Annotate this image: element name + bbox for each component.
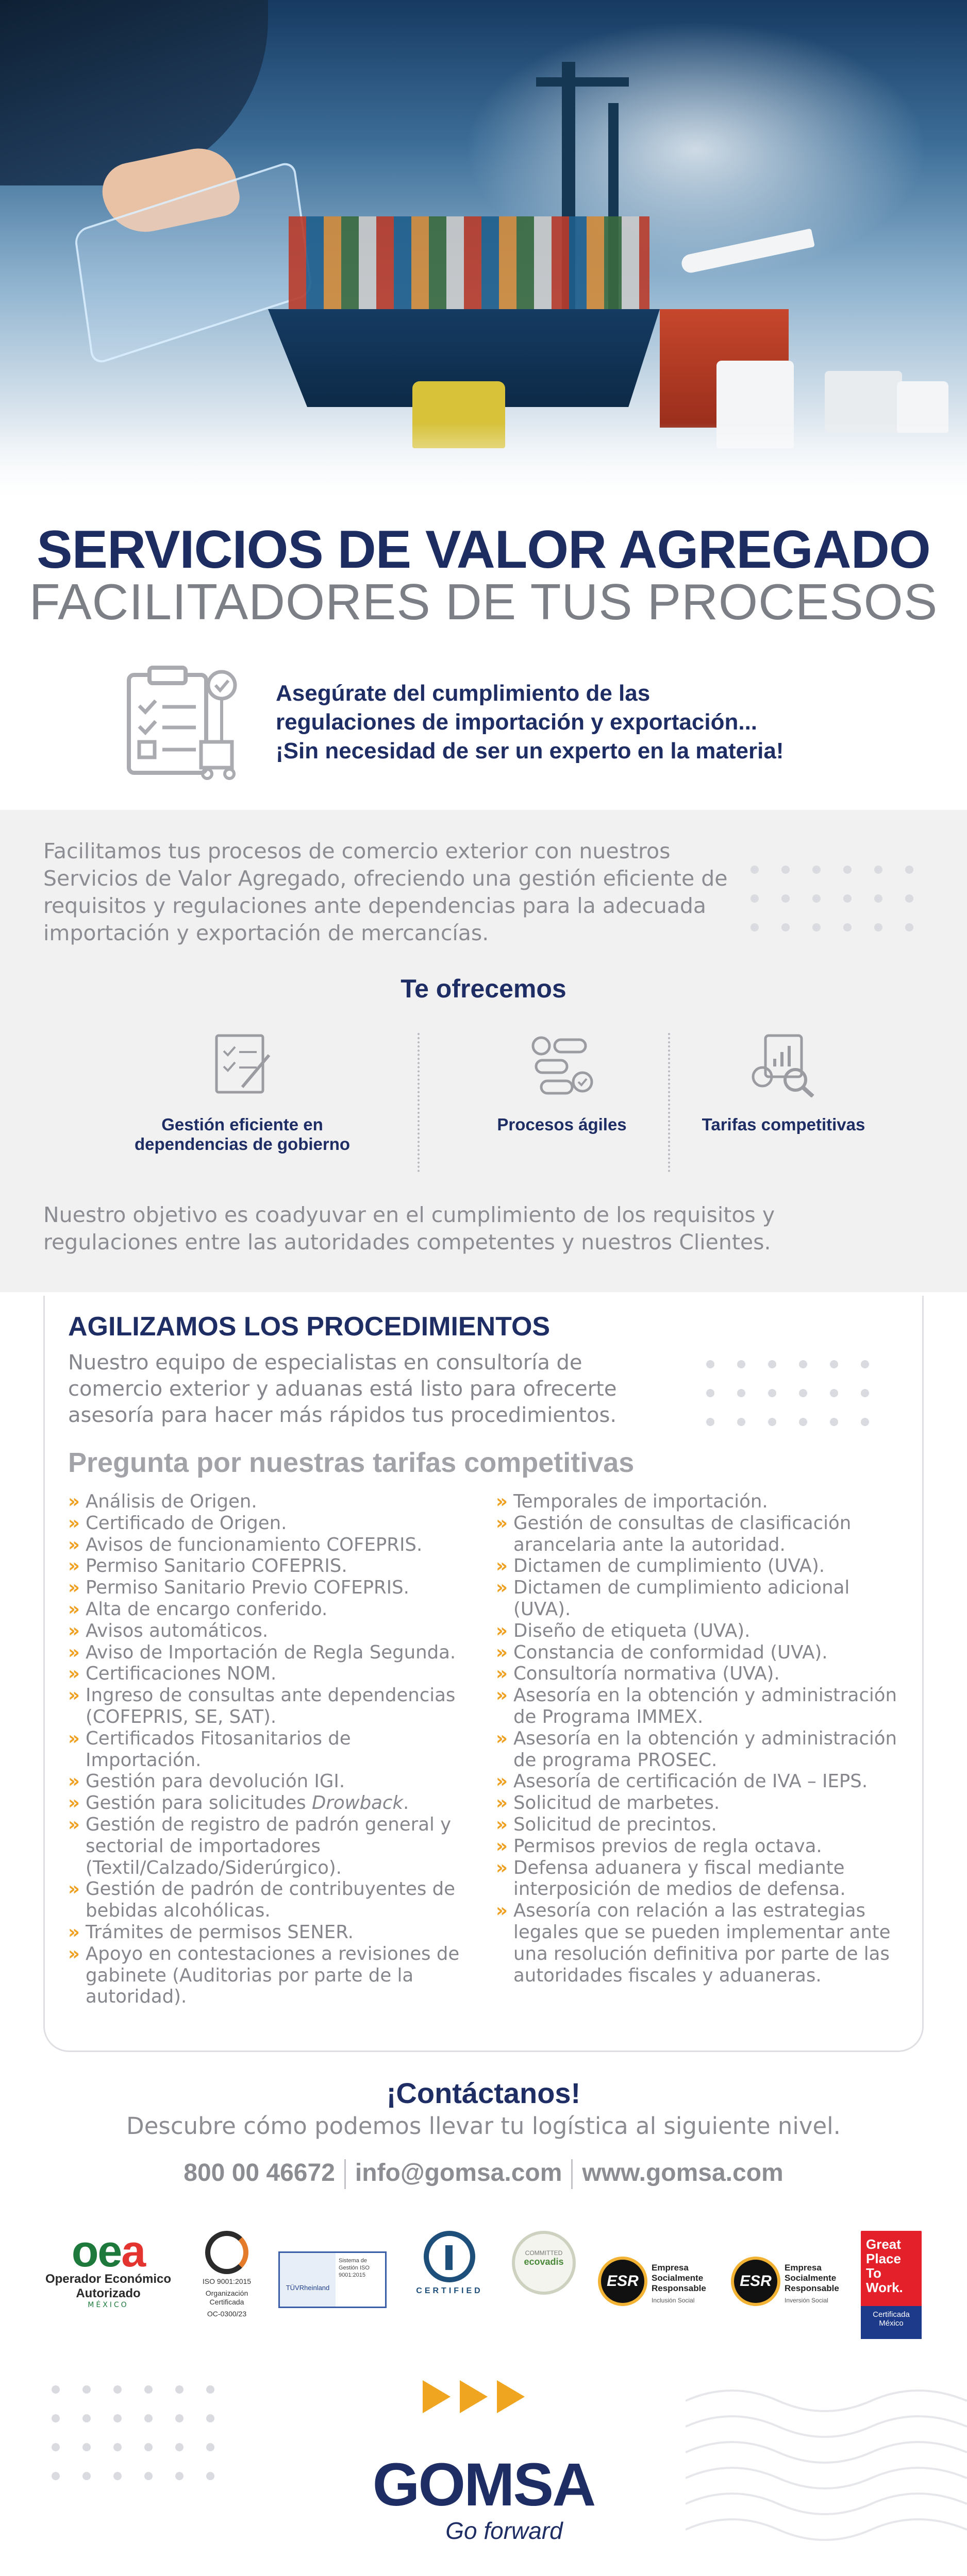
esr-category: Inversión Social xyxy=(785,2297,828,2304)
esr-text: Empresa Socialmente Responsable xyxy=(652,2263,706,2293)
process-gears-icon xyxy=(526,1030,598,1097)
procedures-paragraph: Nuestro equipo de especialistas en consultoría de comercio exterior y aduanas está listo para ofrecerte asesoría para hacer más rápidos tus procedimientos. xyxy=(68,1351,617,1427)
ecovadis-medal: COMMITTED ecovadis xyxy=(512,2231,576,2295)
feature-label: Tarifas competitivas xyxy=(702,1115,865,1134)
list-item: » Asesoría en la obtención y administración de Programa IMMEX. xyxy=(496,1685,897,1727)
list-item: » Permiso Sanitario COFEPRIS. xyxy=(68,1555,347,1577)
list-item: » Gestión para solicitudes Drowback. xyxy=(68,1792,409,1814)
divider xyxy=(344,2159,346,2189)
list-item: » Dictamen de cumplimiento (UVA). xyxy=(496,1555,825,1577)
iso-badge xyxy=(193,2231,260,2318)
rates-subtitle: Pregunta por nuestras tarifas competitivas xyxy=(68,1447,635,1478)
list-item: » Análisis de Origen. xyxy=(68,1491,257,1512)
hero-crane-arm xyxy=(536,77,629,87)
hero-fade xyxy=(0,422,967,515)
chevron-right-icon xyxy=(497,2380,525,2413)
page-subtitle: FACILITADORES DE TUS PROCESOS xyxy=(29,573,938,630)
list-item: » Apoyo en contestaciones a revisiones de gabinete (Auditorias por parte de la autoridad). xyxy=(68,1943,460,2008)
list-item: » Dictamen de cumplimiento adicional (UVA). xyxy=(496,1577,850,1620)
page-title: SERVICIOS DE VALOR AGREGADO xyxy=(37,520,930,580)
feature-label: Procesos ágiles xyxy=(497,1115,627,1134)
list-item: » Permiso Sanitario Previo COFEPRIS. xyxy=(68,1577,409,1599)
tuv-text: Sistema de Gestión ISO 9001:2015 xyxy=(339,2258,370,2278)
list-item: » Certificado de Origen. xyxy=(68,1512,287,1534)
decorative-dots xyxy=(751,866,915,931)
list-item: » Gestión de padrón de contribuyentes de bebidas alcohólicas. xyxy=(68,1878,456,1922)
iso-line-3: OC-0300/23 xyxy=(207,2310,247,2318)
gptw-certified: Certificada México xyxy=(861,2306,922,2339)
hero-containers xyxy=(289,216,649,314)
esr-text: Empresa Socialmente Responsable xyxy=(785,2263,839,2293)
list-item: » Aviso de Importación de Regla Segunda. xyxy=(68,1641,456,1663)
list-item: » Gestión de consultas de clasificación arancelaria ante la autoridad. xyxy=(496,1512,852,1555)
iso-line-2: Organización Certificada xyxy=(205,2289,248,2306)
list-item: » Certificaciones NOM. xyxy=(68,1663,277,1685)
phone-link[interactable]: 800 00 46672 xyxy=(184,2159,335,2187)
chevron-right-icon xyxy=(460,2380,488,2413)
oea-logo: oea xyxy=(71,2227,145,2276)
list-item: » Constancia de conformidad (UVA). xyxy=(496,1641,828,1663)
intro-message xyxy=(276,679,894,766)
oea-line-1: Operador Económico xyxy=(45,2272,172,2286)
oea-badge xyxy=(41,2227,175,2309)
ecovadis-badge xyxy=(510,2231,577,2295)
list-item: » Alta de encargo conferido. xyxy=(68,1598,328,1620)
objective-paragraph: Nuestro objetivo es coadyuvar en el cumplimiento de los requisitos y regulaciones entre las autoridades competentes y nuestros Clientes. xyxy=(43,1202,775,1255)
rates-analysis-icon xyxy=(750,1030,817,1097)
feature-label: Gestión eficiente en dependencias de gobierno xyxy=(134,1115,351,1154)
contact-subtitle: Descubre cómo podemos llevar tu logística al siguiente nivel. xyxy=(126,2112,841,2140)
list-item: » Asesoría en la obtención y administración de programa PROSEC. xyxy=(496,1727,897,1771)
contact-title: ¡Contáctanos! xyxy=(386,2077,581,2109)
iso-line-1: ISO 9001:2015 xyxy=(202,2277,252,2285)
gomsa-logo: GOMSA xyxy=(372,2451,595,2519)
tuv-badge xyxy=(278,2251,387,2308)
certified-label: CERTIFIED xyxy=(416,2286,483,2295)
website-link[interactable]: www.gomsa.com xyxy=(582,2159,783,2187)
services-list-right xyxy=(496,1491,908,1986)
certified-badge xyxy=(403,2231,496,2296)
esr-category: Inclusión Social xyxy=(652,2297,695,2304)
divider xyxy=(571,2159,573,2189)
chevron-right-icon xyxy=(423,2380,451,2413)
intro-line-1: Asegúrate del cumplimiento de las xyxy=(276,681,651,706)
list-item: » Consultoría normativa (UVA). xyxy=(496,1663,780,1685)
list-item: » Asesoría con relación a las estrategias legales que se pueden implementar ante una resolución definitiva por parte de las autoridades fiscales y aduaneras. xyxy=(496,1900,891,1986)
list-item: » Trámites de permisos SENER. xyxy=(68,1921,354,1943)
list-item: » Gestión para devolución IGI. xyxy=(68,1771,345,1792)
offer-title: Te ofrecemos xyxy=(401,974,566,1003)
list-item: » Gestión de registro de padrón general y sectorial de importadores (Textil/Calzado/Siderúrgico). xyxy=(68,1814,452,1878)
divider xyxy=(668,1033,670,1172)
divider xyxy=(418,1033,420,1172)
list-item: » Avisos automáticos. xyxy=(68,1620,269,1641)
list-item: » Ingreso de consultas ante dependencias (COFEPRIS, SE, SAT). xyxy=(68,1685,456,1727)
oea-line-2: Autorizado xyxy=(76,2286,141,2300)
intro-line-2: regulaciones de importación y exportación... xyxy=(276,709,758,735)
tagline: Go forward xyxy=(445,2517,563,2544)
list-item: » Solicitud de marbetes. xyxy=(496,1792,720,1814)
list-item: » Defensa aduanera y fiscal mediante interposición de medios de defensa. xyxy=(496,1857,846,1900)
clipboard-check-icon xyxy=(124,665,247,783)
great-place-to-work-badge xyxy=(861,2231,922,2339)
checklist-icon xyxy=(211,1030,273,1097)
decorative-dots xyxy=(706,1360,871,1426)
list-item: » Temporales de importación. xyxy=(496,1491,768,1512)
feature-rates xyxy=(686,1030,881,1134)
feature-processes xyxy=(454,1030,670,1134)
iso-logo-icon xyxy=(205,2231,248,2274)
esr-logo: ESR xyxy=(731,2257,780,2306)
intro-line-3: ¡Sin necesidad de ser un experto en la materia! xyxy=(276,738,784,764)
procedures-title: AGILIZAMOS LOS PROCEDIMIENTOS xyxy=(68,1312,551,1342)
esr-logo: ESR xyxy=(598,2257,647,2306)
feature-government xyxy=(113,1030,371,1154)
contact-info xyxy=(0,2159,967,2189)
oea-line-3: MÉXICO xyxy=(88,2301,129,2309)
list-item: » Permisos previos de regla octava. xyxy=(496,1835,822,1857)
services-list-left xyxy=(68,1491,470,2008)
certified-logo-icon xyxy=(424,2231,475,2282)
tuv-logo: TÜVRheinland xyxy=(280,2253,336,2307)
list-item: » Diseño de etiqueta (UVA). xyxy=(496,1620,751,1641)
list-item: » Asesoría de certificación de IVA – IEPS. xyxy=(496,1771,868,1792)
list-item: » Certificados Fitosanitarios de Importación. xyxy=(68,1727,351,1771)
gptw-title: Great Place To Work. xyxy=(866,2236,903,2295)
email-link[interactable]: info@gomsa.com xyxy=(355,2159,562,2187)
services-paragraph: Facilitamos tus procesos de comercio exterior con nuestros Servicios de Valor Agregado, ofreciendo una gestión eficiente de requisitos y regulaciones ante dependencias para la adecuada importación y exportación de mercancías. xyxy=(43,839,728,945)
list-item: » Solicitud de precintos. xyxy=(496,1814,717,1835)
list-item: » Avisos de funcionamiento COFEPRIS. xyxy=(68,1534,423,1555)
hero-banner xyxy=(0,0,967,515)
hero-businessman xyxy=(0,0,268,185)
